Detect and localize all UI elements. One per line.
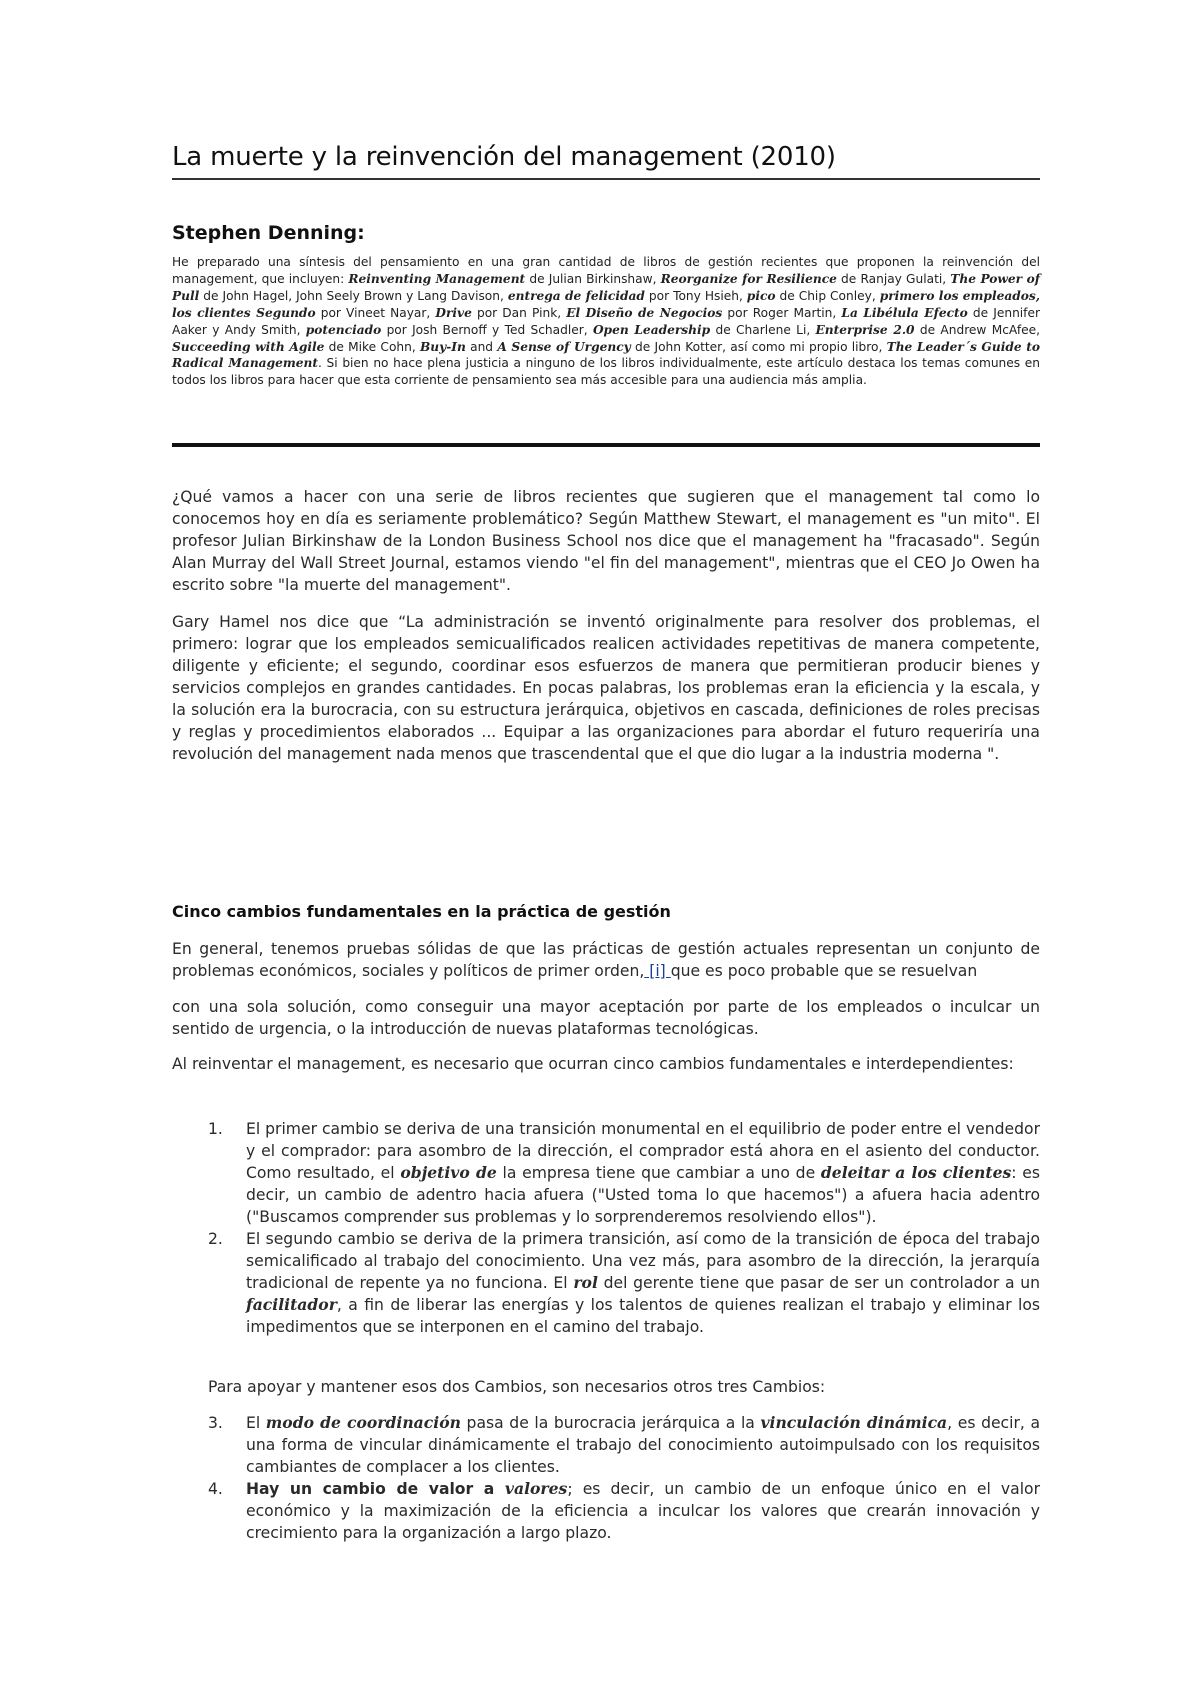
list-item: 4. Hay un cambio de valor a valores; es decir, un cambio de un enfoque único en el valor económico y la maximización de la eficiencia a inculcar los valores que crearán innovación y crecimiento para la organización a largo plazo. bbox=[208, 1479, 1041, 1542]
paragraph-hamel-quote: Gary Hamel nos dice que “La administración se inventó originalmente para resolver dos problemas, el primero: lograr que los empleados semicualificados realicen actividades repetitivas de manera competente, diligente y eficiente; el segundo, coordinar esos esfuerzos de manera que permitieran producir bienes y servicios complejos en grandes cantidades. En pocas palabras, los problemas eran la eficiencia y la escala, y la solución era la burocracia, con su estructura jerárquica, objetivos en cascada, definiciones de roles precisas y reglas y procedimientos elaborados ... Equipar a las organizaciones para abordar el futuro requeriría una revolución del management nada menos que trascendental que el que dio lugar a la industria moderna ". bbox=[172, 613, 1040, 763]
paragraph-evidence: En general, tenemos pruebas sólidas de que las prácticas de gestión actuales representan un conjunto de problemas económicos, sociales y políticos de primer orden, [i] que es poco probable que se resuelvan bbox=[172, 940, 1040, 980]
paragraph-intro: ¿Qué vamos a hacer con una serie de libros recientes que sugieren que el management tal como lo conocemos hoy en día es seriamente problemático? Según Matthew Stewart, el management es "un mito". El profesor Julian Birkinshaw de la London Business School nos dice que el management ha "fracasado". Según Alan Murray del Wall Street Journal, estamos viendo "el fin del management", mientras que el CEO Jo Owen ha escrito sobre "la muerte del management". bbox=[172, 488, 1040, 594]
section-divider bbox=[172, 443, 1040, 447]
footnote-link[interactable]: [i] bbox=[644, 962, 671, 980]
list-item: 3. El modo de coordinación pasa de la burocracia jerárquica a la vinculación dinámica, es decir, a una forma de vincular dinámicamente el trabajo del conocimiento autoimpulsado con los requisitos cambiantes de complacer a los clientes. bbox=[208, 1413, 1040, 1476]
section-heading: Cinco cambios fundamentales en la práctica de gestión bbox=[172, 902, 671, 921]
paragraph-single-solution: con una sola solución, como conseguir una mayor aceptación por parte de los empleados o inculcar un sentido de urgencia, o la introducción de nuevas plataformas tecnológicas. bbox=[172, 998, 1040, 1038]
list-item: 1. El primer cambio se deriva de una transición monumental en el equilibrio de poder entre el vendedor y el comprador: para asombro de la dirección, el comprador está ahora en el asiento del conductor. Como resultado, el objetivo de la empresa tiene que cambiar a uno de deleitar a los clientes: es decir, un cambio de adentro hacia afuera ("Usted toma lo que hacemos") a afuera hacia adentro ("Buscamos comprender sus problemas y lo sorprenderemos resolviendo ellos"). bbox=[208, 1120, 1040, 1226]
list-item: 2. El segundo cambio se deriva de la primera transición, así como de la transición de época del trabajo semicalificado al trabajo del conocimiento. Una vez más, para asombro de la dirección, la jerarquía tradicional de repente ya no funciona. El rol del gerente tiene que pasar de ser un controlador a un facilitador, a fin de liberar las energías y los talentos de quienes realizan el trabajo y eliminar los impedimentos que se interponen en el camino del trabajo. bbox=[208, 1230, 1040, 1336]
page-title: La muerte y la reinvención del management (2010) bbox=[172, 142, 1040, 180]
abstract: He preparado una síntesis del pensamiento en una gran cantidad de libros de gestión recientes que proponen la reinvención del management, que incluyen: Reinventing Management de Julian Birkinshaw, Reorganize for Resilience de Ranjay Gulati, The Power of Pull de John Hagel, John Seely Brown y Lang Davison, entrega de felicidad por Tony Hsieh, pico de Chip Conley, primero los empleados, los clientes Segundo por Vineet Nayar, Drive por Dan Pink, El Diseño de Negocios por Roger Martin, La Libélula Efecto de Jennifer Aaker y Andy Smith, potenciado por Josh Bernoff y Ted Schadler, Open Leadership de Charlene Li, Enterprise 2.0 de Andrew McAfee, Succeeding with Agile de Mike Cohn, Buy-In and A Sense of Urgency de John Kotter, así como mi propio libro, The Leader´s Guide to Radical Management. Si bien no hace plena justicia a ninguno de los libros individualmente, este artículo destaca los temas comunes en todos los libros para hacer que esta corriente de pensamiento sea más accesible para una audiencia más amplia. bbox=[172, 255, 1040, 388]
author-name: Stephen Denning: bbox=[172, 222, 365, 244]
paragraph-five-shifts: Al reinventar el management, es necesario que ocurran cinco cambios fundamentales e interdependientes: bbox=[172, 1055, 1014, 1073]
shifts-list-first bbox=[172, 1118, 1040, 1338]
shifts-list-second bbox=[172, 1412, 1040, 1544]
paragraph-three-more: Para apoyar y mantener esos dos Cambios, son necesarios otros tres Cambios: bbox=[208, 1378, 826, 1396]
